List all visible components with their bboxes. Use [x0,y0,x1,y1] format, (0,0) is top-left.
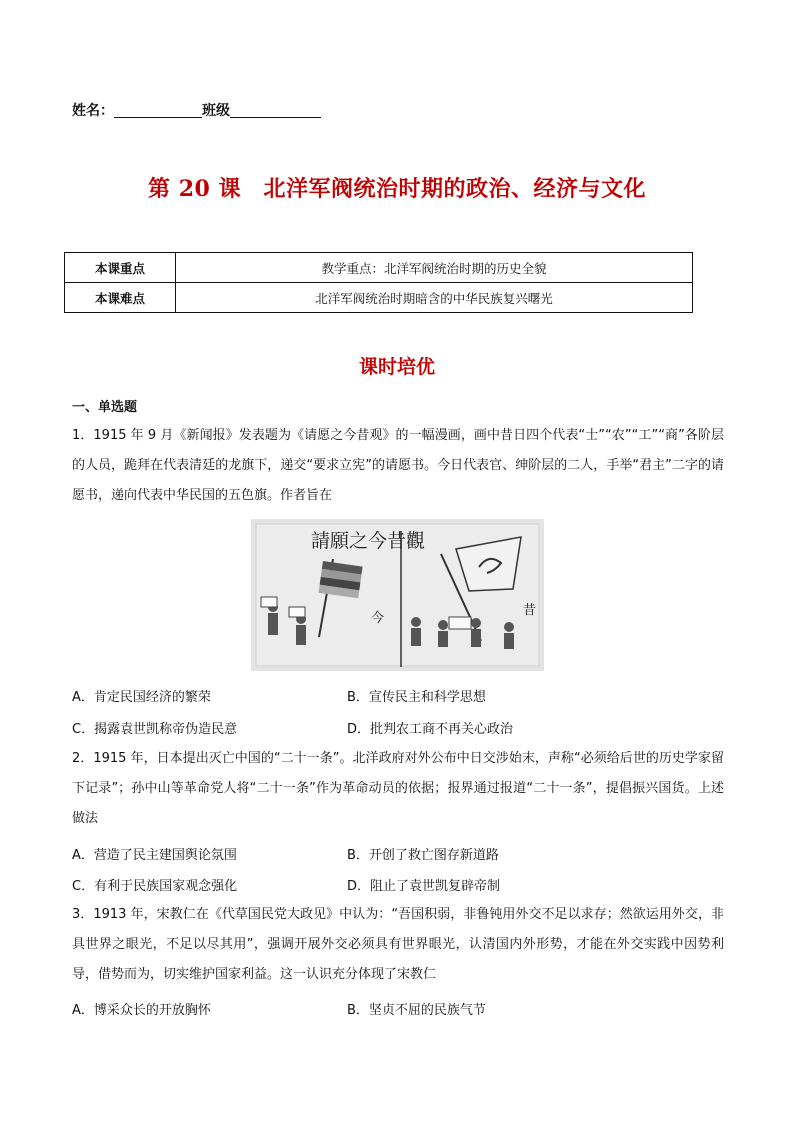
cartoon-label-right: 昔 [523,603,537,618]
q2-option-d[interactable]: D．阻止了袁世凯复辟帝制 [347,879,501,894]
table-row [65,283,693,313]
q1-option-a[interactable]: A．肯定民国经济的繁荣 [72,690,211,705]
class-label: 班级 [202,103,230,119]
q3-option-a[interactable]: A．博采众长的开放胸怀 [72,1003,211,1018]
lesson-title: 第 20 课 北洋军阀统治时期的政治、经济与文化 [148,176,646,202]
question-1-stem: 1．1915 年 9 月《新闻报》发表题为《请愿之今昔观》的一幅漫画，画中昔日四个代表“士”“农”“工”“商”各阶层的人员，跪拜在代表清廷的龙旗下，递交“要求立宪”的请愿书。今日代表官、绅阶层的二人，手举“君主”二字的请愿书，递向代表中华民国的五色旗。作者旨在 [72,428,724,503]
q1-option-c[interactable]: C．揭露袁世凯称帝伪造民意 [72,722,238,737]
q1-option-b[interactable]: B．宣传民主和科学思想 [347,690,486,705]
section-heading: 一、单选题 [72,400,138,415]
name-field[interactable] [114,103,202,118]
table-key: 本课重点 [65,253,176,283]
q2-option-a[interactable]: A．营造了民主建国舆论氛围 [72,848,237,863]
question-3-stem: 3．1913 年，宋教仁在《代草国民党大政见》中认为：“吾国积弱，非鲁钝用外交不足以求存；然欲运用外交，非具世界之眼光，不足以尽其用”，强调开展外交必须具有世界眼光，认清国内外形势，才能在外交实践中因势利导，借势而为，切实维护国家利益。这一认识充分体现了宋教仁 [72,907,724,982]
table-key: 本课难点 [65,283,176,313]
name-label: 姓名： [72,103,114,119]
table-value: 北洋军阀统治时期暗含的中华民族复兴曙光 [176,283,693,313]
q2-option-c[interactable]: C．有利于民族国家观念强化 [72,879,238,894]
cartoon-image [251,519,544,671]
q2-option-b[interactable]: B．开创了救亡图存新道路 [347,848,499,863]
q3-option-b[interactable]: B．坚贞不屈的民族气节 [347,1003,486,1018]
class-field[interactable] [230,103,321,118]
section-subtitle: 课时培优 [358,356,435,378]
q1-option-d[interactable]: D．批判农工商不再关心政治 [347,722,514,737]
table-value: 教学重点：北洋军阀统治时期的历史全貌 [176,253,693,283]
lesson-info-table [64,252,693,313]
cartoon-label-left: 今 [371,611,385,626]
question-2-stem: 2．1915 年，日本提出灭亡中国的“二十一条”。北洋政府对外公布中日交涉始末，声称“必须给后世的历史学家留下记录”；孙中山等革命党人将“二十一条”作为革命动员的依据；报界通过报道“二十一条”，提倡振兴国货。上述做法 [72,751,724,826]
cartoon-drawing [251,519,544,671]
cartoon-caption: 請願之今昔觀 [311,530,426,552]
table-row [65,253,693,283]
name-class-line [72,100,321,120]
